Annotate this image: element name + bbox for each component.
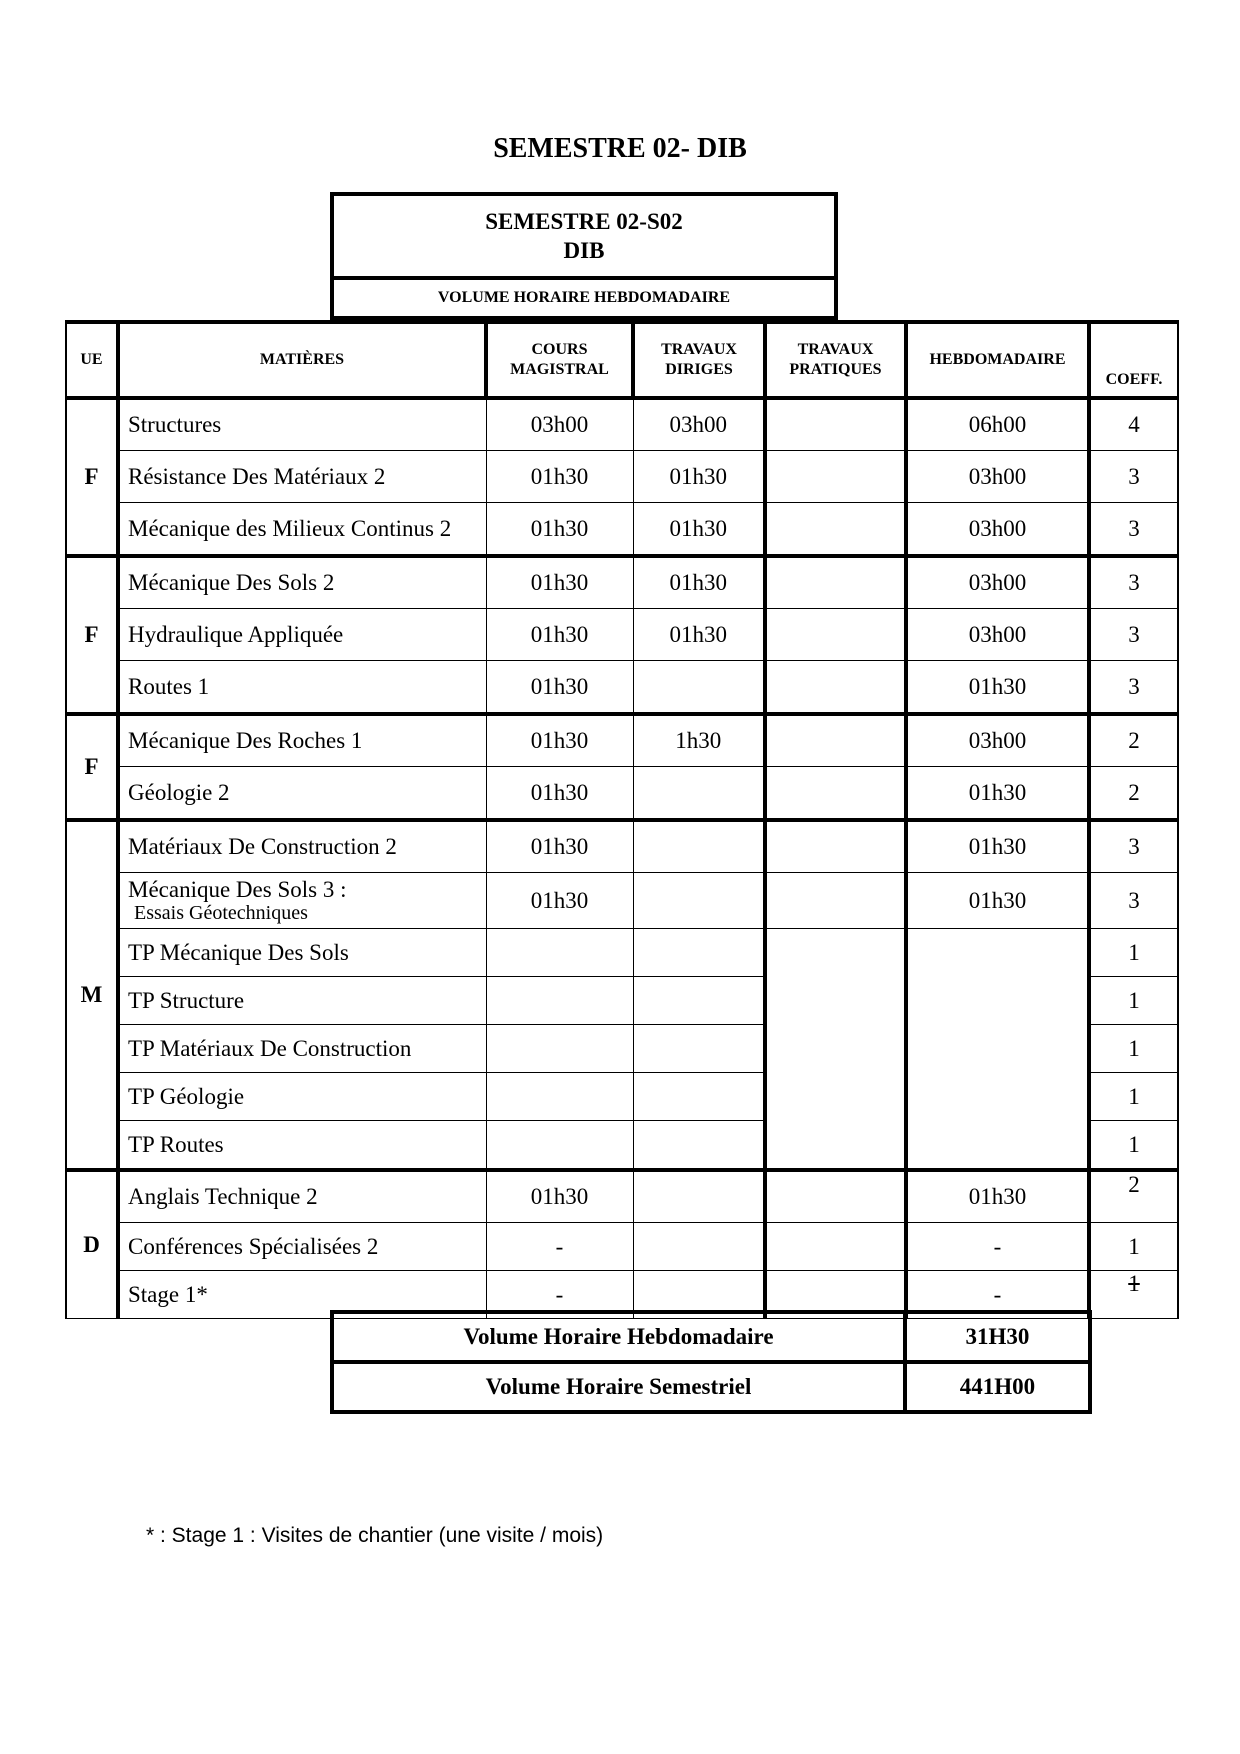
subject-cell: TP Mécanique Des Sols bbox=[118, 929, 486, 977]
tp-cell bbox=[765, 451, 906, 503]
volume-header: VOLUME HORAIRE HEBDOMADAIRE bbox=[330, 280, 838, 320]
subject-cell: Géologie 2 bbox=[118, 767, 486, 821]
subject-cell: Résistance Des Matériaux 2 bbox=[118, 451, 486, 503]
tp-cell bbox=[765, 820, 906, 873]
coeff-cell: 3 bbox=[1089, 451, 1178, 503]
td-cell: 03h00 bbox=[633, 398, 765, 451]
cours-cell bbox=[486, 1025, 633, 1073]
td-cell: 01h30 bbox=[633, 609, 765, 661]
tp-cell bbox=[765, 767, 906, 821]
hebdo-cell: 01h30 bbox=[906, 1170, 1089, 1223]
table-row bbox=[66, 714, 1178, 767]
table-row bbox=[66, 661, 1178, 715]
cours-cell: 01h30 bbox=[486, 556, 633, 609]
hebdo-merged-cell bbox=[906, 929, 1089, 1171]
table-row bbox=[66, 767, 1178, 821]
hebdo-cell: 01h30 bbox=[906, 661, 1089, 715]
coeff-cell: 1 bbox=[1089, 977, 1178, 1025]
coeff-cell: 3 bbox=[1089, 661, 1178, 715]
coeff-cell: 1 bbox=[1089, 1073, 1178, 1121]
ue-cell: D bbox=[66, 1170, 118, 1319]
ue-cell: F bbox=[66, 398, 118, 556]
total-label: Volume Horaire Hebdomadaire bbox=[332, 1312, 905, 1362]
table-row bbox=[66, 820, 1178, 873]
hebdo-cell: 03h00 bbox=[906, 451, 1089, 503]
hebdo-cell: 01h30 bbox=[906, 873, 1089, 929]
coeff-cell: 2 bbox=[1089, 767, 1178, 821]
subject-cell: Mécanique Des Roches 1 bbox=[118, 714, 486, 767]
subject-cell: Hydraulique Appliquée bbox=[118, 609, 486, 661]
tp-cell bbox=[765, 556, 906, 609]
cours-cell: 01h30 bbox=[486, 820, 633, 873]
coeff-cell: 1 bbox=[1089, 1271, 1178, 1319]
total-label: Volume Horaire Semestriel bbox=[332, 1362, 905, 1412]
hebdo-cell: 01h30 bbox=[906, 767, 1089, 821]
coeff-cell: 2 bbox=[1089, 714, 1178, 767]
total-value: 441H00 bbox=[905, 1362, 1090, 1412]
col-matieres: MATIÈRES bbox=[118, 322, 486, 398]
cours-cell: 01h30 bbox=[486, 1170, 633, 1223]
table-row bbox=[66, 1170, 1178, 1223]
cours-cell bbox=[486, 977, 633, 1025]
subject-cell: Routes 1 bbox=[118, 661, 486, 715]
subject-cell: Matériaux De Construction 2 bbox=[118, 820, 486, 873]
table-row bbox=[66, 503, 1178, 557]
cours-cell: - bbox=[486, 1271, 633, 1319]
hebdo-cell: - bbox=[906, 1271, 1089, 1319]
coeff-cell: 1 bbox=[1089, 1025, 1178, 1073]
table-row bbox=[66, 873, 1178, 929]
coeff-cell: 3 bbox=[1089, 820, 1178, 873]
subject-cell: Conférences Spécialisées 2 bbox=[118, 1223, 486, 1271]
hebdo-cell: 03h00 bbox=[906, 556, 1089, 609]
subject-line: Mécanique Des Sols 3 : bbox=[128, 876, 347, 902]
hebdo-cell: 03h00 bbox=[906, 609, 1089, 661]
td-cell bbox=[633, 767, 765, 821]
col-cours: COURS MAGISTRAL bbox=[486, 322, 633, 398]
td-cell bbox=[633, 1073, 765, 1121]
total-row bbox=[332, 1362, 1090, 1412]
tp-merged-cell bbox=[765, 929, 906, 1171]
coeff-cell: 1 bbox=[1089, 1121, 1178, 1171]
td-cell: 1h30 bbox=[633, 714, 765, 767]
td-cell: 01h30 bbox=[633, 451, 765, 503]
totals-table bbox=[330, 1310, 1092, 1414]
coeff-cell: 1 bbox=[1089, 1223, 1178, 1271]
coeff-cell: 2 bbox=[1089, 1170, 1178, 1223]
coeff-cell: 3 bbox=[1089, 873, 1178, 929]
cours-cell: 01h30 bbox=[486, 873, 633, 929]
subject-cell: TP Matériaux De Construction bbox=[118, 1025, 486, 1073]
cours-cell bbox=[486, 1073, 633, 1121]
tp-cell bbox=[765, 503, 906, 557]
table-row bbox=[66, 1223, 1178, 1271]
subject-cell: Anglais Technique 2 bbox=[118, 1170, 486, 1223]
cours-cell: 01h30 bbox=[486, 609, 633, 661]
cours-cell: 01h30 bbox=[486, 767, 633, 821]
col-coeff: COEFF. bbox=[1089, 322, 1178, 398]
subject-cell: Structures bbox=[118, 398, 486, 451]
td-cell: 01h30 bbox=[633, 503, 765, 557]
col-hebdo: HEBDOMADAIRE bbox=[906, 322, 1089, 398]
semester-code: SEMESTRE 02-S02 bbox=[485, 209, 683, 234]
td-cell bbox=[633, 1121, 765, 1171]
footnote: * : Stage 1 : Visites de chantier (une visite / mois) bbox=[146, 1524, 604, 1547]
subject-cell bbox=[118, 873, 486, 929]
hebdo-cell: 03h00 bbox=[906, 503, 1089, 557]
total-value: 31H30 bbox=[905, 1312, 1090, 1362]
coeff-cell: 4 bbox=[1089, 398, 1178, 451]
subject-cell: Mécanique Des Sols 2 bbox=[118, 556, 486, 609]
table-row bbox=[66, 398, 1178, 451]
td-cell bbox=[633, 820, 765, 873]
cours-cell: 01h30 bbox=[486, 714, 633, 767]
col-ue: UE bbox=[66, 322, 118, 398]
td-cell bbox=[633, 1170, 765, 1223]
tp-cell bbox=[765, 1170, 906, 1223]
table-row bbox=[66, 556, 1178, 609]
td-cell bbox=[633, 1223, 765, 1271]
ue-cell: F bbox=[66, 714, 118, 820]
ue-cell: F bbox=[66, 556, 118, 714]
td-cell bbox=[633, 929, 765, 977]
tp-cell bbox=[765, 661, 906, 715]
total-row bbox=[332, 1312, 1090, 1362]
tp-cell bbox=[765, 1223, 906, 1271]
cours-cell: 03h00 bbox=[486, 398, 633, 451]
coeff-cell: 1 bbox=[1089, 929, 1178, 977]
cours-cell: - bbox=[486, 1223, 633, 1271]
coeff-cell: 3 bbox=[1089, 503, 1178, 557]
semester-program: DIB bbox=[563, 238, 605, 263]
coeff-cell: 3 bbox=[1089, 556, 1178, 609]
subject-cell: TP Structure bbox=[118, 977, 486, 1025]
tp-cell bbox=[765, 398, 906, 451]
hebdo-cell: 06h00 bbox=[906, 398, 1089, 451]
col-tp: TRAVAUX PRATIQUES bbox=[765, 322, 906, 398]
tp-cell bbox=[765, 714, 906, 767]
cours-cell: 01h30 bbox=[486, 451, 633, 503]
subject-cell: TP Géologie bbox=[118, 1073, 486, 1121]
ue-cell: M bbox=[66, 820, 118, 1170]
hebdo-cell: - bbox=[906, 1223, 1089, 1271]
col-td: TRAVAUX DIRIGES bbox=[633, 322, 765, 398]
tp-cell bbox=[765, 609, 906, 661]
table-row bbox=[66, 929, 1178, 977]
tp-cell bbox=[765, 873, 906, 929]
td-cell bbox=[633, 977, 765, 1025]
td-cell bbox=[633, 873, 765, 929]
subject-cell: Mécanique des Milieux Continus 2 bbox=[118, 503, 486, 557]
courses-table bbox=[65, 320, 1179, 1319]
table-row bbox=[66, 609, 1178, 661]
semester-box bbox=[330, 192, 838, 280]
cours-cell: 01h30 bbox=[486, 503, 633, 557]
cours-cell bbox=[486, 929, 633, 977]
coeff-cell: 3 bbox=[1089, 609, 1178, 661]
table-header-row bbox=[66, 322, 1178, 398]
cours-cell: 01h30 bbox=[486, 661, 633, 715]
td-cell bbox=[633, 1025, 765, 1073]
page-title: SEMESTRE 02- DIB bbox=[493, 133, 747, 164]
subject-subline: Essais Géotechniques bbox=[134, 901, 308, 924]
cours-cell bbox=[486, 1121, 633, 1171]
hebdo-cell: 03h00 bbox=[906, 714, 1089, 767]
subject-cell: TP Routes bbox=[118, 1121, 486, 1171]
td-cell bbox=[633, 661, 765, 715]
hebdo-cell: 01h30 bbox=[906, 820, 1089, 873]
td-cell: 01h30 bbox=[633, 556, 765, 609]
table-row bbox=[66, 451, 1178, 503]
subject-cell: Stage 1* bbox=[118, 1271, 486, 1319]
